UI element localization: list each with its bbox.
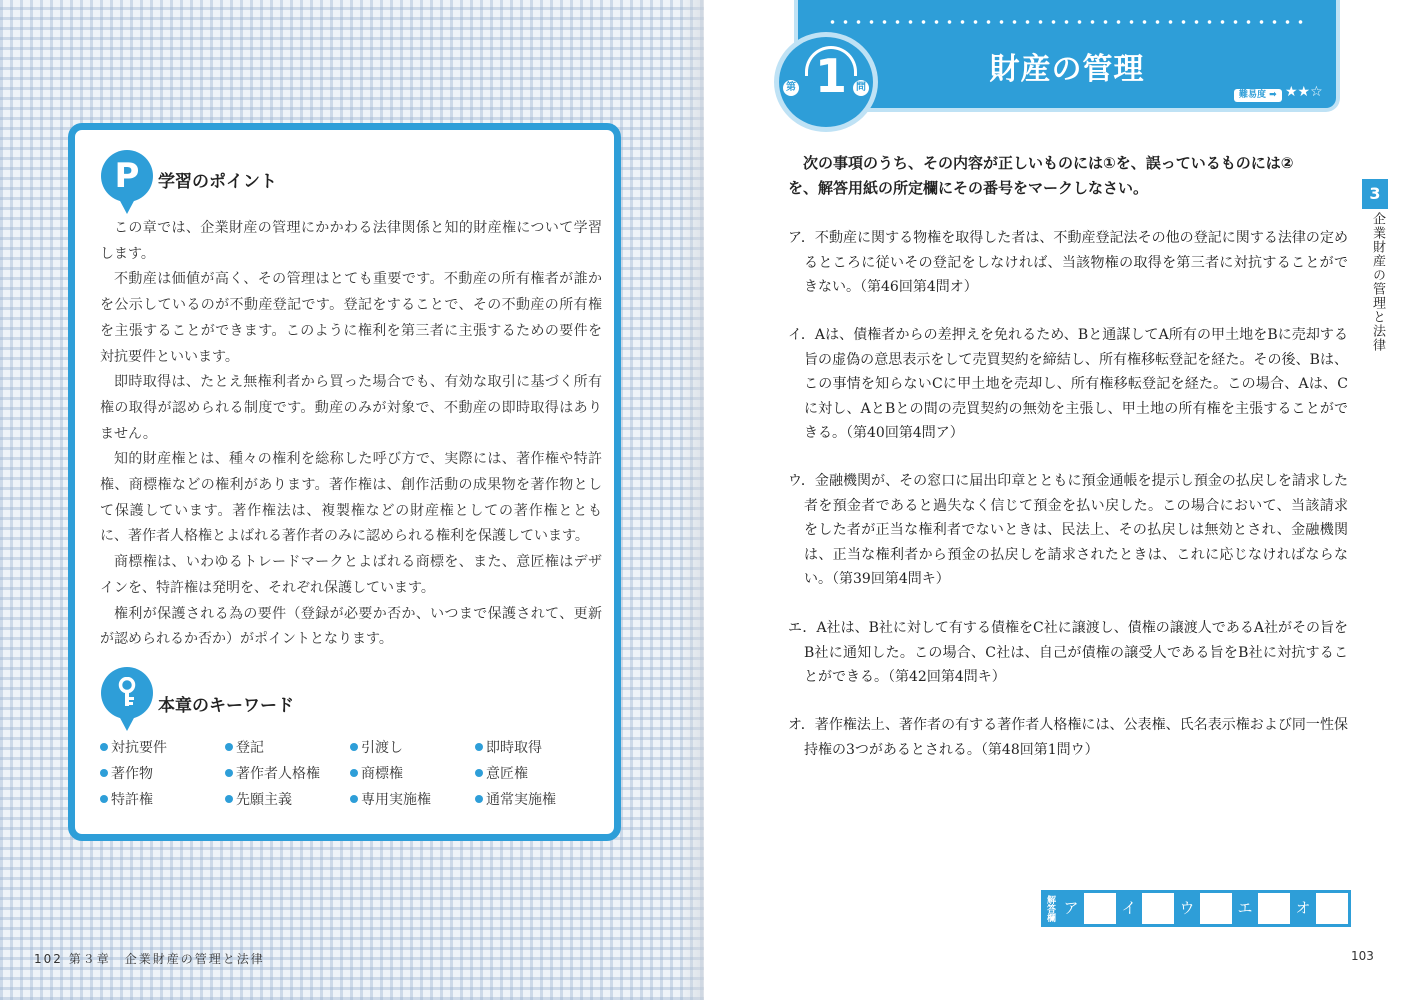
statement-e: エ．A社は、B社に対して有する債権をC社に譲渡し、債権の譲渡人であるA社がその旨をB社に通知した。この場合、C社は、自己が債権の譲受人である旨をB社に対抗することができる。（第42回第4問キ） (788, 620, 1348, 685)
bullet-icon (225, 795, 233, 803)
keyword-item: 引渡し (350, 739, 475, 757)
point-pin-letter: P (114, 156, 140, 196)
key-pin-icon (101, 667, 153, 719)
answer-box[interactable] (1200, 893, 1232, 924)
statement-i: イ．Aは、債権者からの差押えを免れるため、Bと通謀してA所有の甲土地をBに売却する旨の虚偽の意思表示をして売買契約を締結し、所有権移転登記を経た。その後、Bは、この事情を知らないCに甲土地を売却し、所有権移転登記を経た。この場合、Aは、Cに対し、AとBとの間の売買契約の無効を主張し、甲土地の所有権を主張することができる。（第40回第4問ア） (788, 327, 1348, 441)
bullet-icon (100, 795, 108, 803)
right-page (704, 0, 1409, 1000)
instruction-line: を、解答用紙の所定欄にその番号をマークしなさい。 (788, 179, 1149, 197)
keyword-item: 対抗要件 (100, 739, 225, 757)
key-icon (116, 677, 138, 709)
answer-sheet-label: 解答欄 (1041, 890, 1058, 927)
keyword-item: 専用実施権 (350, 791, 475, 809)
learning-points-body (100, 216, 602, 653)
bullet-icon (475, 743, 483, 751)
bullet-icon (100, 743, 108, 751)
right-page-number: 103 (1351, 949, 1374, 963)
keyword-item: 商標権 (350, 765, 475, 783)
keyword-item: 登記 (225, 739, 350, 757)
chapter-tab-number: 3 (1362, 179, 1388, 209)
answer-cell (1058, 893, 1116, 924)
statement-u: ウ．金融機関が、その窓口に届出印章とともに預金通帳を提示し預金の払戻しを請求した者を預金者であると過失なく信じて預金を払い戻した。この場合において、当該請求をした者が正当な権利者でないときは、民法上、その払戻しは無効とされ、金融機関は、正当な権利者から預金の払戻しを請求されたときは、これに応じなければならない。（第39回第4問キ） (788, 473, 1348, 587)
chapter-tab-title: 企業財産の管理と法律 (1370, 212, 1385, 352)
answer-letter: エ (1232, 893, 1258, 924)
difficulty-stars: ★★☆ (1285, 84, 1323, 100)
answer-sheet (1041, 890, 1351, 927)
answer-cells (1058, 890, 1351, 927)
keyword-item: 先願主義 (225, 791, 350, 809)
keyword-item: 特許権 (100, 791, 225, 809)
bullet-icon (100, 769, 108, 777)
bullet-icon (475, 795, 483, 803)
bullet-icon (350, 743, 358, 751)
point-paragraph: 権利が保護される為の要件（登録が必要か否か、いつまで保護されて、更新が認められるか否か）がポイントとなります。 (100, 605, 602, 648)
learning-points-title: 学習のポイント (158, 172, 277, 192)
answer-box[interactable] (1084, 893, 1116, 924)
answer-cell (1232, 893, 1290, 924)
instruction-line: 次の事項のうち、その内容が正しいものには①を、誤っているものには② (803, 154, 1294, 172)
keywords-list (100, 739, 600, 809)
left-page (0, 0, 704, 1000)
question-title: 財産の管理 (989, 52, 1145, 87)
point-paragraph: 知的財産権とは、種々の権利を総称した呼び方で、実際には、著作権や特許権、商標権などの権利があります。著作権は、創作活動の成果物を著作物として保護しています。著作権法は、複製権などの財産権としての著作権とともに、著作者人格権とよばれる著作者のみに認められる権利を保護しています。 (100, 451, 602, 545)
left-page-footer: 102 第３章 企業財産の管理と法律 (34, 952, 265, 966)
keywords-title: 本章のキーワード (158, 696, 294, 716)
bullet-icon (350, 795, 358, 803)
answer-cell (1174, 893, 1232, 924)
answer-letter: ウ (1174, 893, 1200, 924)
difficulty-label: 難易度 ➡ (1234, 89, 1282, 102)
bullet-icon (350, 769, 358, 777)
question-label-mon: 問 (853, 80, 869, 96)
learning-points-box (68, 123, 621, 841)
answer-cell (1290, 893, 1348, 924)
keyword-item: 意匠権 (475, 765, 600, 783)
answer-box[interactable] (1258, 893, 1290, 924)
point-paragraph: この章では、企業財産の管理にかかわる法律関係と知的財産権について学習します。 (100, 220, 602, 262)
answer-letter: ア (1058, 893, 1084, 924)
answer-box[interactable] (1316, 893, 1348, 924)
keyword-item: 即時取得 (475, 739, 600, 757)
bullet-icon (225, 743, 233, 751)
point-paragraph: 即時取得は、たとえ無権利者から買った場合でも、有効な取引に基づく所有権の取得が認められる制度です。動産のみが対象で、不動産の即時取得はありません。 (100, 374, 602, 442)
keyword-item: 著作物 (100, 765, 225, 783)
statement-a: ア．不動産に関する物権を取得した者は、不動産登記法その他の登記に関する法律の定めるところに従いその登記をしなければ、当該物権の取得を第三者に対抗することができない。（第46回第4問オ） (788, 230, 1348, 295)
question-number-badge (774, 32, 878, 132)
dotted-line-decoration (826, 20, 1306, 24)
question-label-dai: 第 (783, 80, 799, 96)
answer-letter: オ (1290, 893, 1316, 924)
point-pin-icon (101, 150, 153, 202)
answer-letter: イ (1116, 893, 1142, 924)
answer-box[interactable] (1142, 893, 1174, 924)
bullet-icon (475, 769, 483, 777)
point-paragraph: 不動産は価値が高く、その管理はとても重要です。不動産の所有権者が誰かを公示しているのが不動産登記です。登記をすることで、その不動産の所有権を主張することができます。このように権利を第三者に主張するための要件を対抗要件といいます。 (100, 271, 602, 365)
keyword-item: 通常実施権 (475, 791, 600, 809)
question-number: 1 (815, 49, 848, 103)
answer-cell (1116, 893, 1174, 924)
bullet-icon (225, 769, 233, 777)
question-instruction (788, 151, 1343, 201)
keyword-item: 著作者人格権 (225, 765, 350, 783)
point-paragraph: 商標権は、いわゆるトレードマークとよばれる商標を、また、意匠権はデザインを、特許権は発明を、それぞれ保護しています。 (100, 554, 602, 596)
statement-o: オ．著作権法上、著作者の有する著作者人格権には、公表権、氏名表示権および同一性保持権の3つがあるとされる。（第48回第1問ウ） (788, 717, 1348, 758)
